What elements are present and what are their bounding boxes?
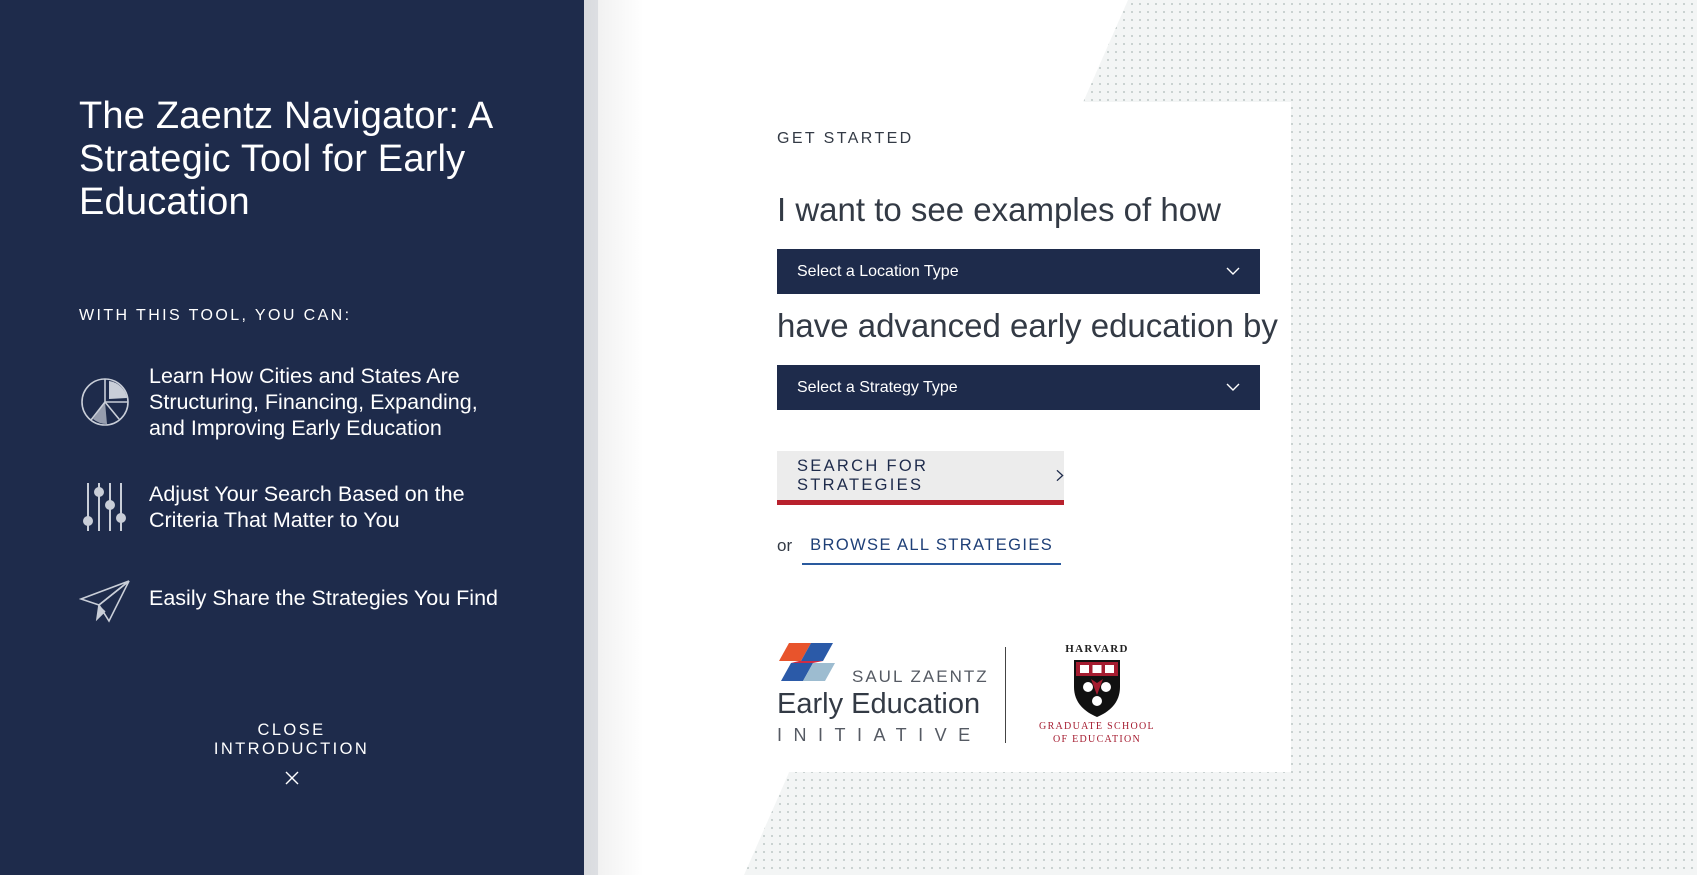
intro-title: The Zaentz Navigator: A Strategic Tool for Early Education	[79, 95, 492, 223]
strategy-type-value: Select a Strategy Type	[797, 378, 958, 396]
location-type-value: Select a Location Type	[797, 262, 959, 280]
feature-item	[79, 480, 519, 534]
feature-text: Easily Share the Strategies You Find	[149, 586, 498, 610]
logo-divider	[1005, 647, 1006, 743]
strategy-type-select[interactable]	[777, 365, 1260, 410]
panel-shadow	[584, 0, 644, 875]
sliders-icon	[79, 480, 131, 534]
feature-text: Learn How Cities and States Are Structuring, Financing, Expanding, and Improving Early Education	[149, 364, 478, 440]
harvard-logo-bottom1: GRADUATE SCHOOL	[1039, 721, 1155, 732]
close-introduction-button[interactable]	[184, 721, 399, 785]
or-text: or	[777, 536, 793, 555]
zaentz-logo-mark	[777, 643, 839, 683]
harvard-logo-bottom2: OF EDUCATION	[1052, 734, 1142, 745]
zaentz-logo-line2: Early Education	[777, 688, 981, 720]
browse-all-strategies-link[interactable]: BROWSE ALL STRATEGIES	[802, 532, 1061, 565]
pie-chart-icon	[79, 375, 131, 429]
intro-subtitle: WITH THIS TOOL, YOU CAN:	[79, 307, 352, 324]
feature-item	[79, 363, 519, 441]
feature-item	[79, 571, 519, 625]
chevron-down-icon	[1226, 267, 1240, 276]
close-introduction-label: CLOSE INTRODUCTION	[213, 721, 370, 758]
partner-logos	[777, 643, 1177, 748]
zaentz-logo-line3: INITIATIVE	[777, 725, 982, 745]
intro-panel	[0, 0, 584, 875]
search-for-strategies-button[interactable]	[777, 451, 1064, 505]
zaentz-logo-line1: SAUL ZAENTZ	[852, 667, 989, 686]
harvard-shield-icon	[1071, 657, 1123, 719]
close-icon[interactable]	[285, 771, 299, 785]
chevron-down-icon	[1226, 383, 1240, 392]
search-phrase-2: have advanced early education by	[777, 307, 1278, 344]
search-phrase-1: I want to see examples of how	[777, 191, 1221, 228]
harvard-gse-logo	[1032, 643, 1162, 743]
get-started-eyebrow: GET STARTED	[777, 130, 914, 147]
get-started-card	[757, 102, 1291, 772]
location-type-select[interactable]	[777, 249, 1260, 294]
feature-text: Adjust Your Search Based on the Criteria That Matter to You	[149, 482, 465, 532]
paper-plane-icon	[79, 571, 131, 625]
harvard-logo-top: HARVARD	[1065, 643, 1129, 655]
browse-row	[777, 532, 1061, 565]
search-button-label: SEARCH FOR STRATEGIES	[797, 456, 929, 494]
chevron-right-icon	[1056, 469, 1064, 482]
